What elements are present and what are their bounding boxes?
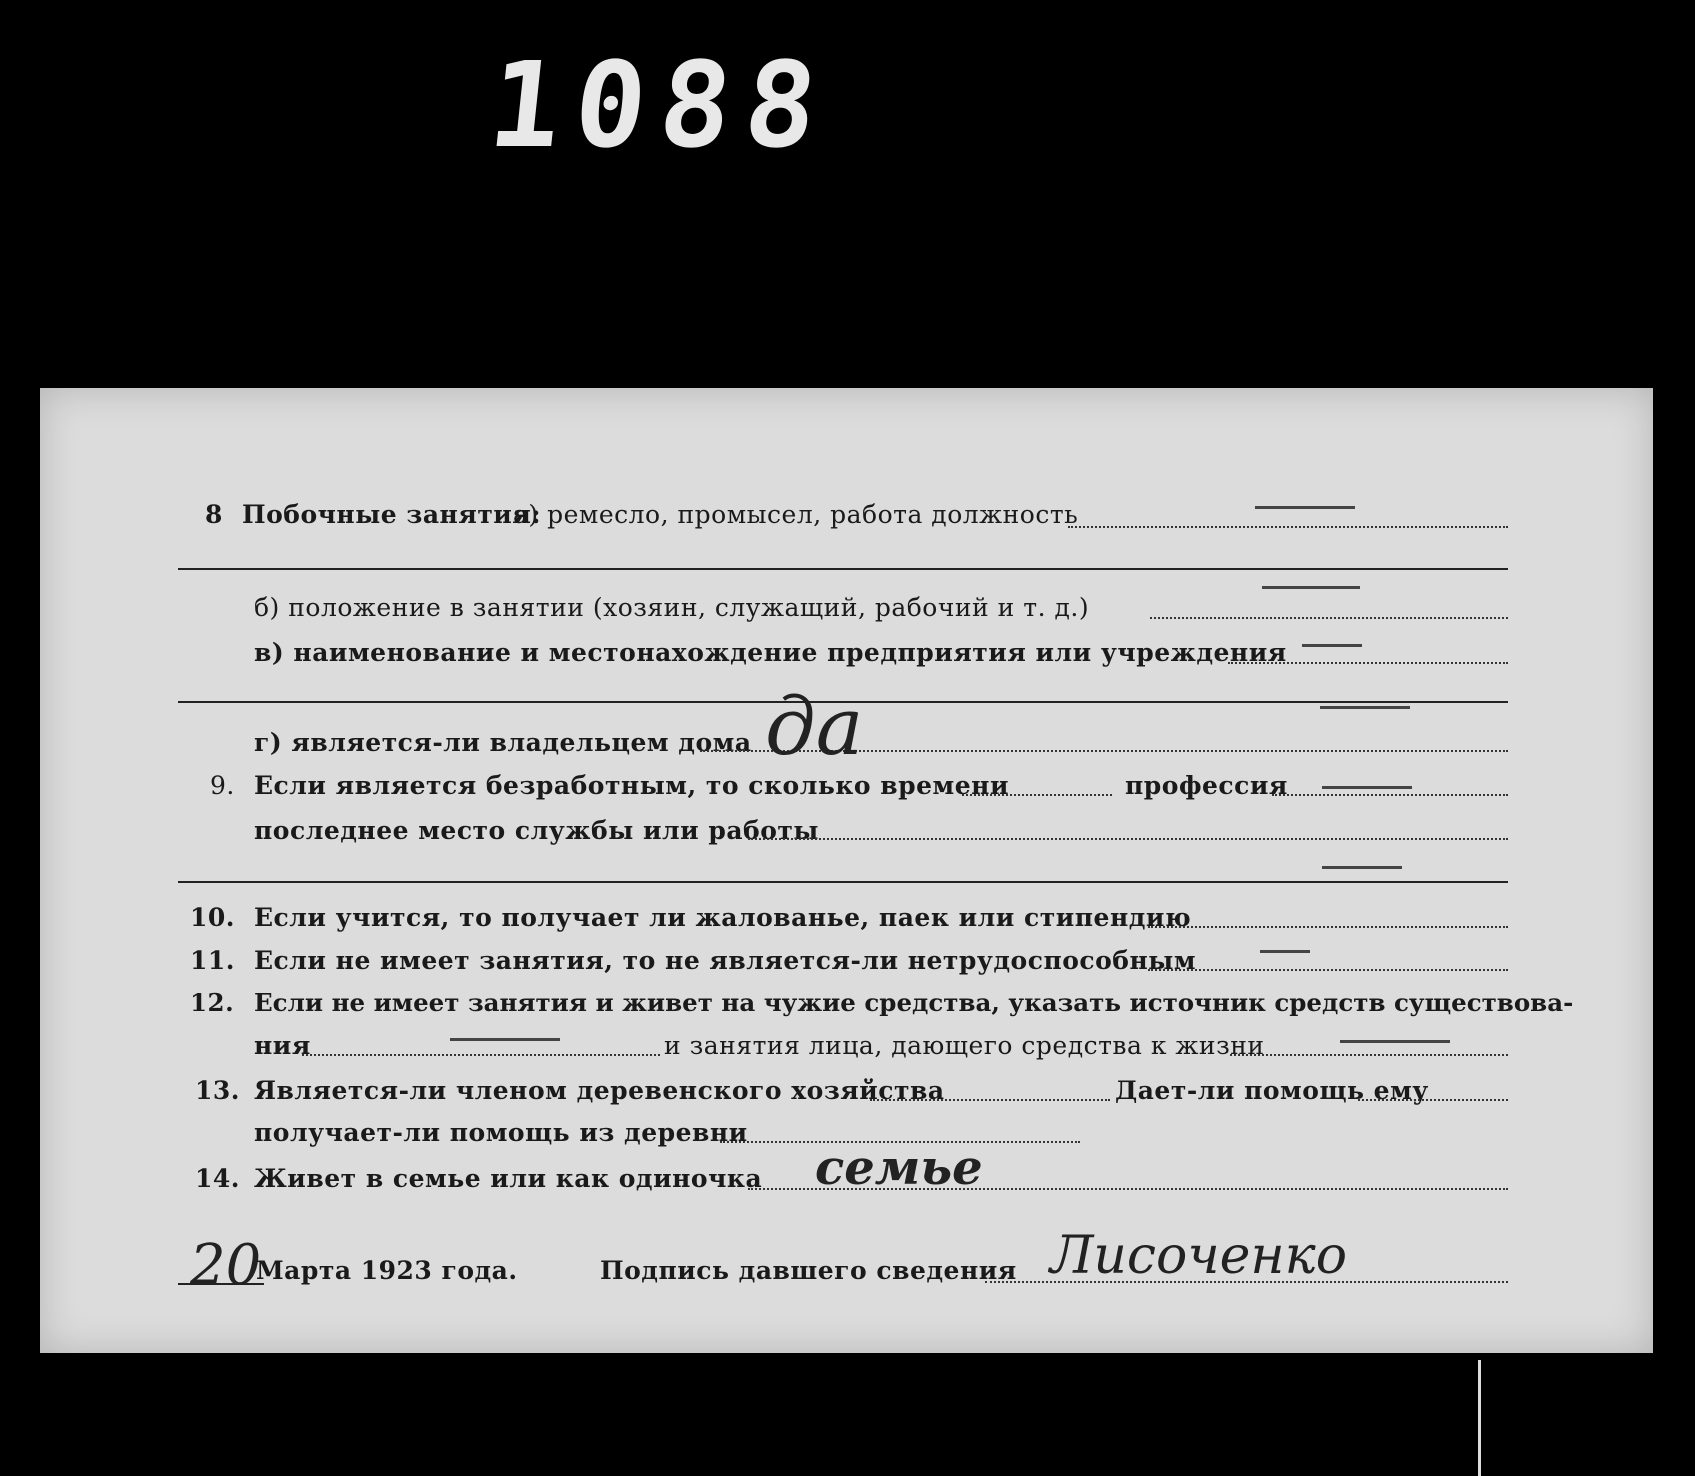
q11-fill-line [1148,969,1508,971]
q8v-dash-mark [1302,644,1362,647]
q14-number: 14. [195,1164,240,1193]
q13-label: Является-ли членом деревенского хозяйства [254,1076,945,1105]
q8a-dash-mark [1255,506,1355,509]
q9-label: Если является безработным, то сколько времени [254,771,1009,800]
q8-title: Побочные занятия: [242,500,542,529]
q11-dash-mark [1260,950,1310,953]
date-day: 20 [190,1233,262,1298]
q12-number: 12. [190,988,235,1017]
q10-fill-line [1148,926,1508,928]
q13-member-fill [870,1099,1110,1101]
q9-rule-dash-mark [1322,866,1402,869]
q9-profession-fill [1272,794,1508,796]
q13-number: 13. [195,1076,240,1105]
q9-number: 9. [210,771,235,800]
q12-provider-fill [1230,1054,1508,1056]
q11-label: Если не имеет занятия, то не является-ли нетрудоспособным [254,946,1197,975]
q8a-rule [178,568,1508,570]
q9-last-place-fill [748,838,1508,840]
signature-value: Лисоченко [1050,1226,1348,1286]
q9-profession-label: профессия [1125,771,1288,800]
date-month-year: Марта 1923 года. [256,1256,518,1285]
q11-number: 11. [190,946,235,975]
q9-last-place-label: последнее место службы или работы [254,816,819,845]
q14-answer: семье [815,1140,983,1196]
q8g-dash-mark [1320,706,1410,709]
q12-provider-label: и занятия лица, дающего средства к жизни [664,1031,1265,1060]
q8b-dash-mark [1262,586,1360,589]
q13-receive-label: получает-ли помощь из деревни [254,1118,748,1147]
q9-rule [178,881,1508,883]
q13-help-label: Дает-ли помощь ему [1115,1076,1429,1105]
q10-label: Если учится, то получает ли жалованье, паек или стипендию [254,903,1192,932]
film-edge-mark [1478,1360,1481,1476]
q8v-fill-line [1228,662,1508,664]
q12-label: Если не имеет занятия и живет на чужие средства, указать источник средств существова- [254,988,1574,1017]
q12-dash-mark [450,1038,560,1041]
signature-label: Подпись давшего сведения [600,1256,1017,1285]
q12-continuation: ния [254,1031,311,1060]
q8a-label: а) ремесло, промысел, работа должность [513,500,1079,529]
q13-help-fill [1358,1099,1508,1101]
q10-number: 10. [190,903,235,932]
q9-dash-mark [1322,786,1412,789]
q8a-fill-line [1068,526,1508,528]
q9-duration-fill [962,794,1112,796]
q12-provider-dash-mark [1340,1040,1450,1043]
q8g-answer: да [765,680,864,773]
q8b-label: б) положение в занятии (хозяин, служащий, рабочий и т. д.) [254,593,1090,622]
q12-source-fill [302,1054,660,1056]
census-form-card [40,388,1653,1353]
q8g-label: г) является-ли владельцем дома [254,728,752,757]
frame-number: 1088 [482,36,838,174]
date-day-underline [178,1283,264,1285]
q8v-label: в) наименование и местонахождение предприятия или учреждения [254,638,1287,667]
q8-number: 8 [205,500,223,529]
q8b-fill-line [1150,617,1508,619]
q14-label: Живет в семье или как одиночка [254,1164,763,1193]
